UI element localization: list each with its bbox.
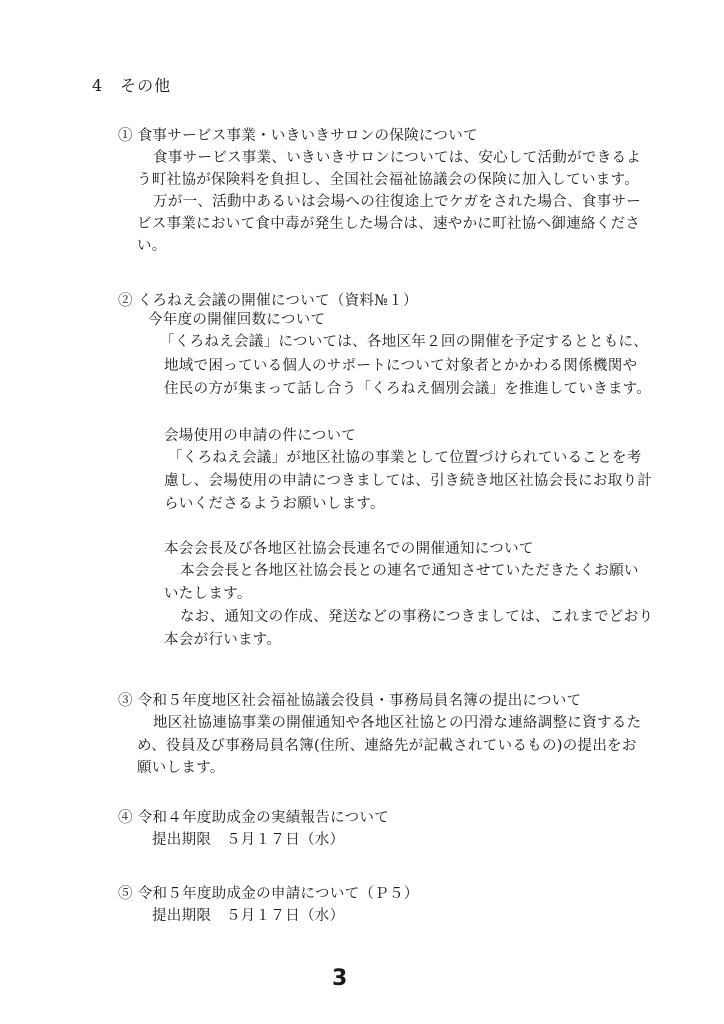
item-2-text-line: 本会が行います。 xyxy=(164,632,282,648)
item-2-text-line: 「くろねえ会議」が地区社協の事業として位置づけられていることを考 xyxy=(168,450,642,466)
item-4-deadline: 提出期限 ５月１７日（水） xyxy=(152,832,345,848)
item-5-title: ⑤ 令和５年度助成金の申請について（Ｐ５） xyxy=(118,886,419,902)
section-heading: 4 その他 xyxy=(92,76,172,95)
item-1-title: ① 食事サービス事業・いきいきサロンの保険について xyxy=(118,128,478,144)
item-1-text-line: い。 xyxy=(137,238,167,254)
item-1-text-line: う町社協が保険料を負担し、全国社会福祉協議会の保険に加入しています。 xyxy=(137,172,640,188)
page-number: 3 xyxy=(332,966,348,991)
item-2-text-line: 住民の方が集まって話し合う「くろねえ個別会議」を推進していきます。 xyxy=(164,381,652,397)
item-3-title: ③ 令和５年度地区社会福祉協議会役員・事務局員名簿の提出について xyxy=(118,693,582,709)
item-2-subheading: 会場使用の申請の件について xyxy=(164,428,357,444)
item-1-text-line: 食事サービス事業、いきいきサロンについては、安心して活動ができるよ xyxy=(153,150,642,166)
item-2-text-line: 地域で困っている個人のサポートについて対象者とかかわる関係機関や xyxy=(164,358,638,374)
item-2-text-line: らいくださるようお願いします。 xyxy=(164,496,385,512)
item-3-text-line: 願いします。 xyxy=(137,760,225,776)
item-1-text-line: 万が一、活動中あるいは会場への往復途上でケガをされた場合、食事サー xyxy=(153,194,642,210)
item-2-text-line: なお、通知文の作成、発送などの事務につきましては、これまでどおり xyxy=(180,609,654,625)
item-2-text-line: 「くろねえ会議」については、各地区年２回の開催を予定するとともに、 xyxy=(160,334,649,350)
item-3-text-line: め、役員及び事務局員名簿(住所、連絡先が記載されているもの)の提出をお xyxy=(137,738,637,754)
item-2-text-line: 本会会長と各地区社協会長との連名で通知させていただきたくお願い xyxy=(180,563,639,579)
item-4-title: ④ 令和４年度助成金の実績報告について xyxy=(118,810,390,826)
item-2-title: ② くろねえ会議の開催について（資料№１） xyxy=(118,293,418,309)
item-2-text-line: いたします。 xyxy=(164,586,252,602)
item-2-text-line: 慮し、会場使用の申請につきましては、引き続き地区社協会長にお取り計 xyxy=(164,473,653,489)
item-1-text-line: ビス事業において食中毒が発生した場合は、速やかに町社協へ御連絡くださ xyxy=(137,216,641,232)
item-5-deadline: 提出期限 ５月１７日（水） xyxy=(152,908,345,924)
item-2-subheading: 本会会長及び各地区社協会長連名での開催通知について xyxy=(164,541,534,557)
item-2-subheading: 今年度の開催回数について xyxy=(148,312,326,328)
item-3-text-line: 地区社協連協事業の開催通知や各地区社協との円滑な連絡調整に資するた xyxy=(153,715,642,731)
